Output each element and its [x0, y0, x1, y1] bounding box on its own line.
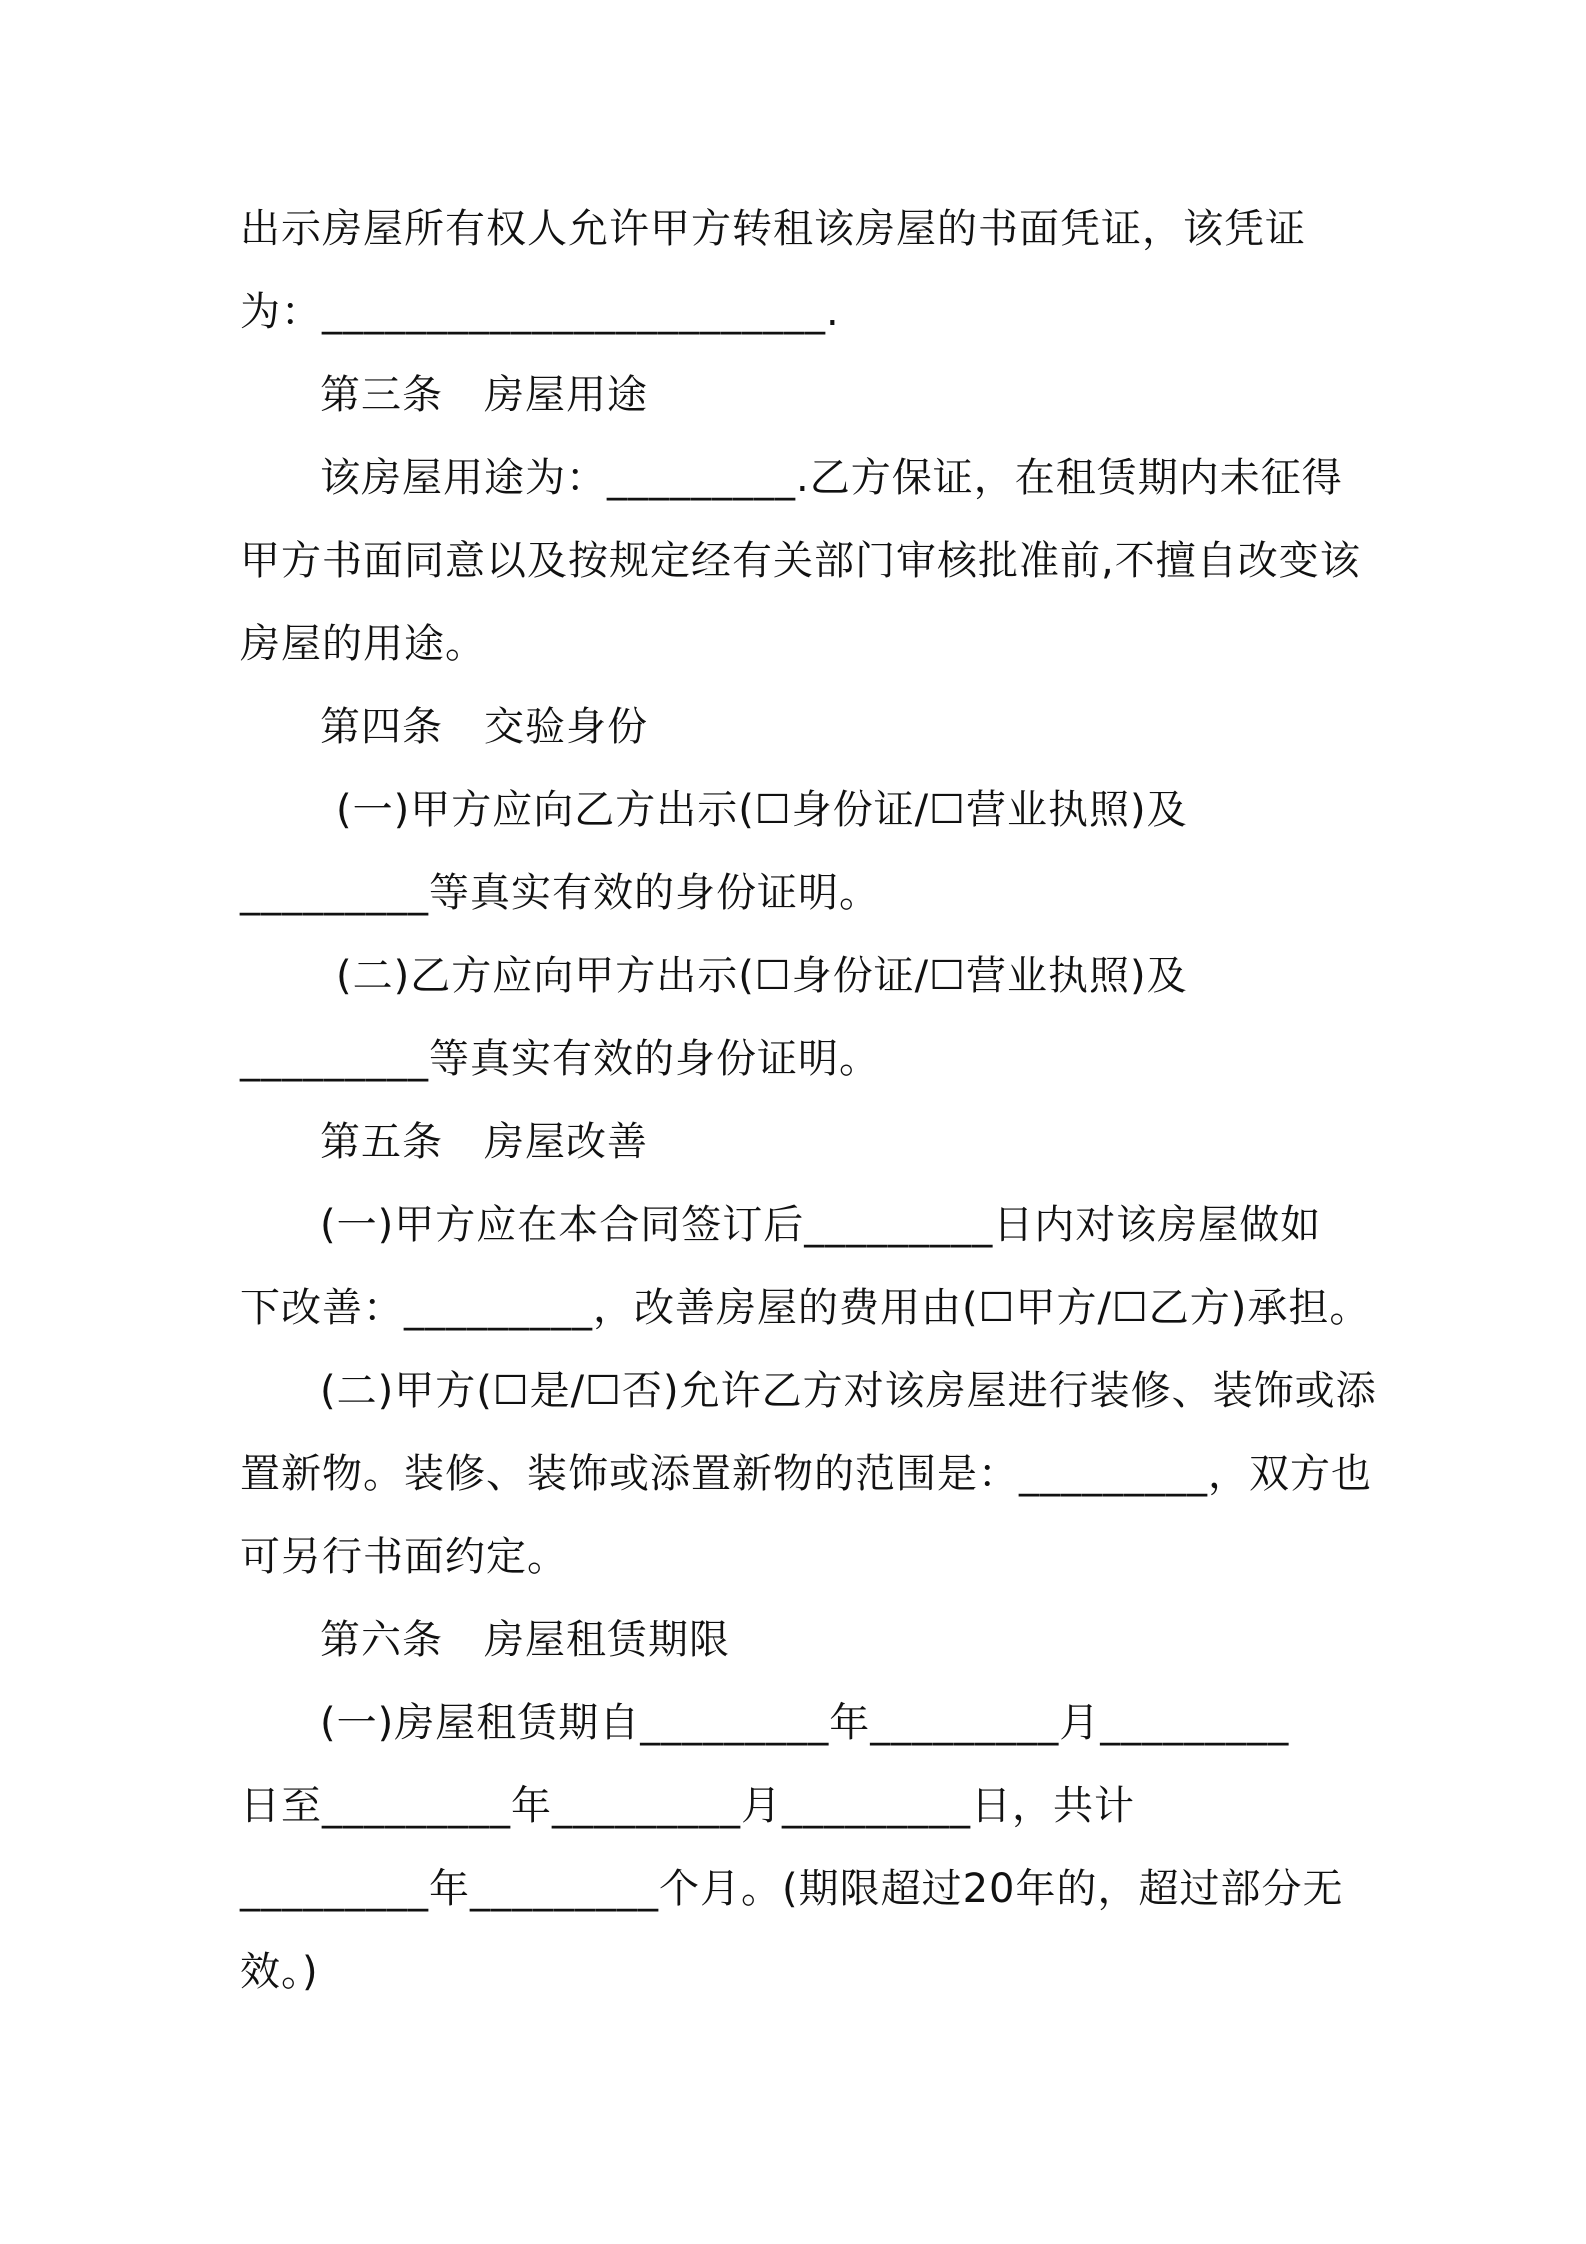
article-heading-5: 第五条 房屋改善: [320, 1119, 648, 1165]
paragraph-line: 下改善：_________，改善房屋的费用由(☐甲方/☐乙方)承担。: [240, 1285, 1371, 1331]
paragraph-line: 为：________________________.: [240, 289, 840, 335]
paragraph-line: (一)甲方应向乙方出示(☐身份证/☐营业执照)及: [336, 787, 1188, 833]
paragraph-line: 甲方书面同意以及按规定经有关部门审核批准前,不擅自改变该: [240, 538, 1361, 584]
paragraph-line: 出示房屋所有权人允许甲方转租该房屋的书面凭证，该凭证: [240, 206, 1306, 252]
paragraph-line: 房屋的用途。: [240, 621, 486, 667]
paragraph-line: 效。): [240, 1949, 319, 1995]
paragraph-line: 可另行书面约定。: [240, 1534, 568, 1580]
paragraph-line: (二)甲方(☐是/☐否)允许乙方对该房屋进行装修、装饰或添: [320, 1368, 1377, 1414]
paragraph-line: _________等真实有效的身份证明。: [240, 870, 880, 916]
paragraph-line: 置新物。装修、装饰或添置新物的范围是：_________，双方也: [240, 1451, 1372, 1497]
paragraph-line: 该房屋用途为：_________.乙方保证，在租赁期内未征得: [320, 455, 1343, 501]
paragraph-line: (二)乙方应向甲方出示(☐身份证/☐营业执照)及: [336, 953, 1188, 999]
article-heading-6: 第六条 房屋租赁期限: [320, 1617, 730, 1663]
paragraph-line: 日至_________年_________月_________日，共计: [240, 1783, 1135, 1829]
paragraph-line: _________等真实有效的身份证明。: [240, 1036, 880, 1082]
paragraph-line: (一)甲方应在本合同签订后_________日内对该房屋做如: [320, 1202, 1322, 1248]
article-heading-4: 第四条 交验身份: [320, 704, 648, 750]
article-heading-3: 第三条 房屋用途: [320, 372, 648, 418]
paragraph-line: _________年_________个月。(期限超过20年的，超过部分无: [240, 1866, 1344, 1912]
contract-text: [240, 188, 1377, 2014]
paragraph-line: (一)房屋租赁期自_________年_________月_________: [320, 1700, 1290, 1746]
